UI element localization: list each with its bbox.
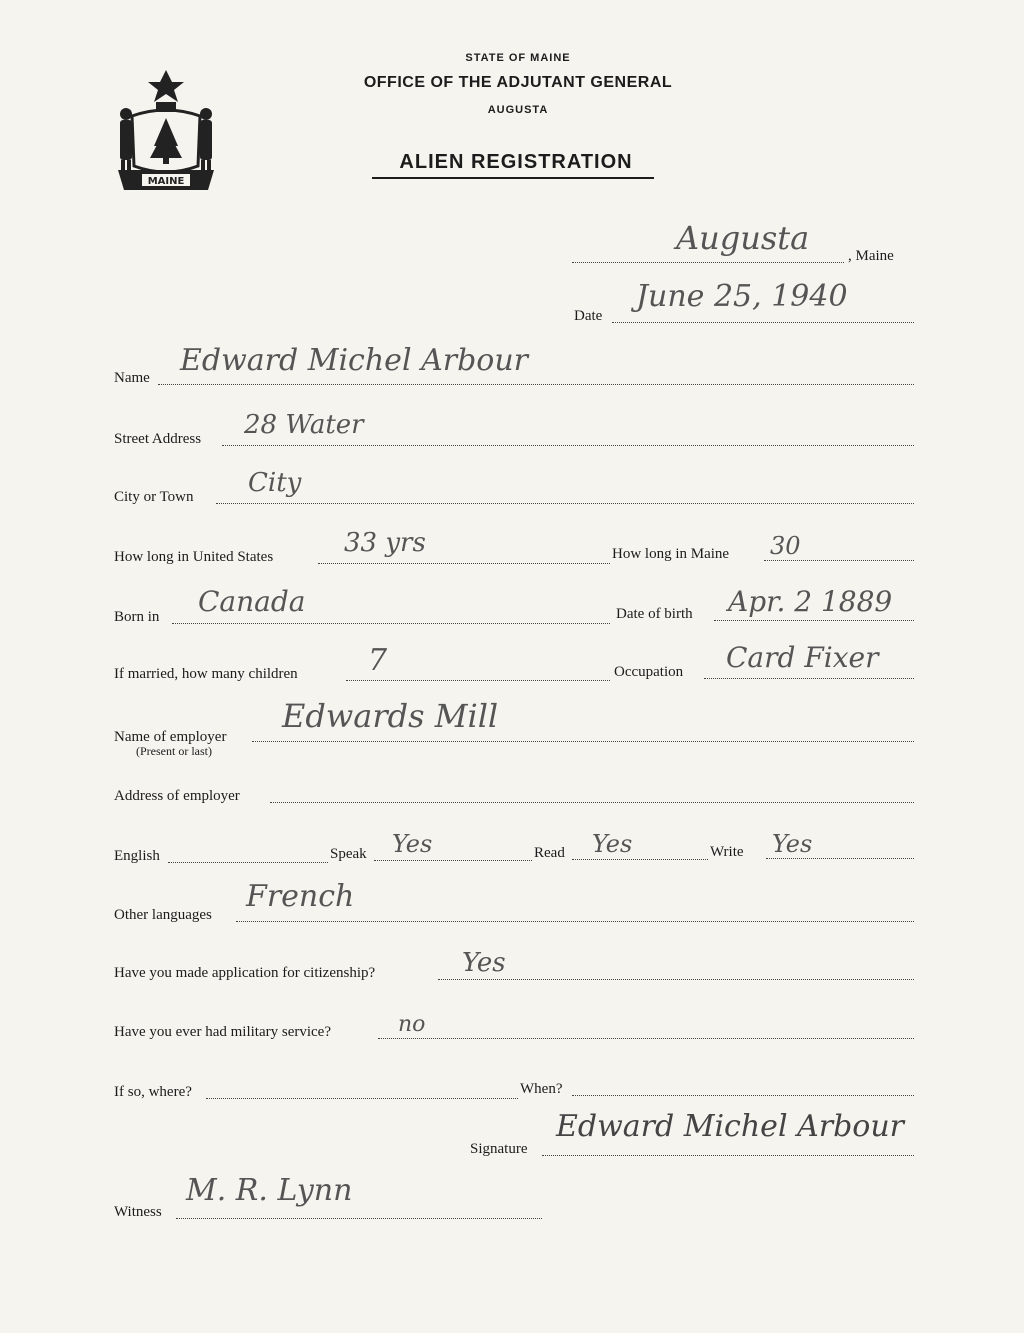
signature-line <box>542 1155 914 1156</box>
date-line <box>612 322 914 323</box>
dob-label: Date of birth <box>616 606 693 622</box>
employer-line <box>252 741 914 742</box>
name-line <box>158 384 914 385</box>
write-label: Write <box>710 844 744 860</box>
street-label: Street Address <box>114 431 202 447</box>
where-label: If so, where? <box>114 1084 192 1100</box>
occupation-label: Occupation <box>614 664 684 680</box>
occupation-line <box>704 678 914 679</box>
place-entry: Augusta <box>676 219 810 257</box>
citizenship-label: Have you made application for citizenship? <box>114 965 376 981</box>
born-in-line <box>172 623 610 624</box>
years-maine-line <box>764 560 914 561</box>
years-us-line <box>318 563 610 564</box>
citizenship-entry: Yes <box>462 948 506 978</box>
years-us-entry: 33 yrs <box>344 528 426 558</box>
witness-label: Witness <box>114 1204 162 1220</box>
employer-entry: Edwards Mill <box>282 697 499 735</box>
speak-label: Speak <box>330 846 367 862</box>
form-title: ALIEN REGISTRATION <box>399 151 633 173</box>
children-line <box>346 680 610 681</box>
other-languages-entry: French <box>246 879 355 914</box>
born-in-label: Born in <box>114 609 160 625</box>
city-entry: City <box>248 468 302 498</box>
write-line <box>766 858 914 859</box>
state-heading: STATE OF MAINE <box>465 52 571 64</box>
other-languages-line <box>236 921 914 922</box>
military-entry: no <box>398 1012 426 1037</box>
date-entry: June 25, 1940 <box>636 279 848 314</box>
street-entry: 28 Water <box>244 410 364 440</box>
when-label: When? <box>520 1081 563 1097</box>
employer-label: Name of employer <box>114 729 227 745</box>
dob-entry: Apr. 2 1889 <box>728 585 893 618</box>
children-label: If married, how many children <box>114 666 298 682</box>
occupation-entry: Card Fixer <box>726 641 879 674</box>
military-line <box>378 1038 914 1039</box>
place-line <box>572 262 844 263</box>
name-label: Name <box>114 370 150 386</box>
read-line <box>572 859 708 860</box>
street-line <box>222 445 914 446</box>
other-languages-label: Other languages <box>114 907 212 923</box>
city-label: City or Town <box>114 489 194 505</box>
where-line <box>206 1098 518 1099</box>
title-underline <box>372 177 654 179</box>
place-suffix-label: , Maine <box>848 248 894 264</box>
city-heading: AUGUSTA <box>487 104 549 116</box>
english-label: English <box>114 848 160 864</box>
date-label: Date <box>574 308 603 324</box>
when-line <box>572 1095 914 1096</box>
name-entry: Edward Michel Arbour <box>180 343 529 378</box>
employer-address-label: Address of employer <box>114 788 240 804</box>
witness-line <box>176 1218 542 1219</box>
years-us-label: How long in United States <box>114 549 274 565</box>
city-line <box>216 503 914 504</box>
office-heading: OFFICE OF THE ADJUTANT GENERAL <box>363 74 673 91</box>
read-label: Read <box>534 845 565 861</box>
military-label: Have you ever had military service? <box>114 1024 331 1040</box>
speak-entry: Yes <box>392 830 433 858</box>
citizenship-line <box>438 979 914 980</box>
years-maine-label: How long in Maine <box>612 546 730 562</box>
witness-entry: M. R. Lynn <box>186 1173 353 1208</box>
read-entry: Yes <box>592 830 633 858</box>
english-line <box>168 862 328 863</box>
speak-line <box>374 860 532 861</box>
dob-line <box>714 620 914 621</box>
employer-address-line <box>270 802 914 803</box>
seal-banner-text: MAINE <box>147 176 185 187</box>
signature-entry: Edward Michel Arbour <box>556 1109 905 1144</box>
signature-label: Signature <box>470 1141 528 1157</box>
years-maine-entry: 30 <box>770 532 801 560</box>
children-entry: 7 <box>368 643 388 678</box>
employer-note: (Present or last) <box>136 744 212 758</box>
write-entry: Yes <box>772 830 813 858</box>
born-in-entry: Canada <box>198 585 306 618</box>
